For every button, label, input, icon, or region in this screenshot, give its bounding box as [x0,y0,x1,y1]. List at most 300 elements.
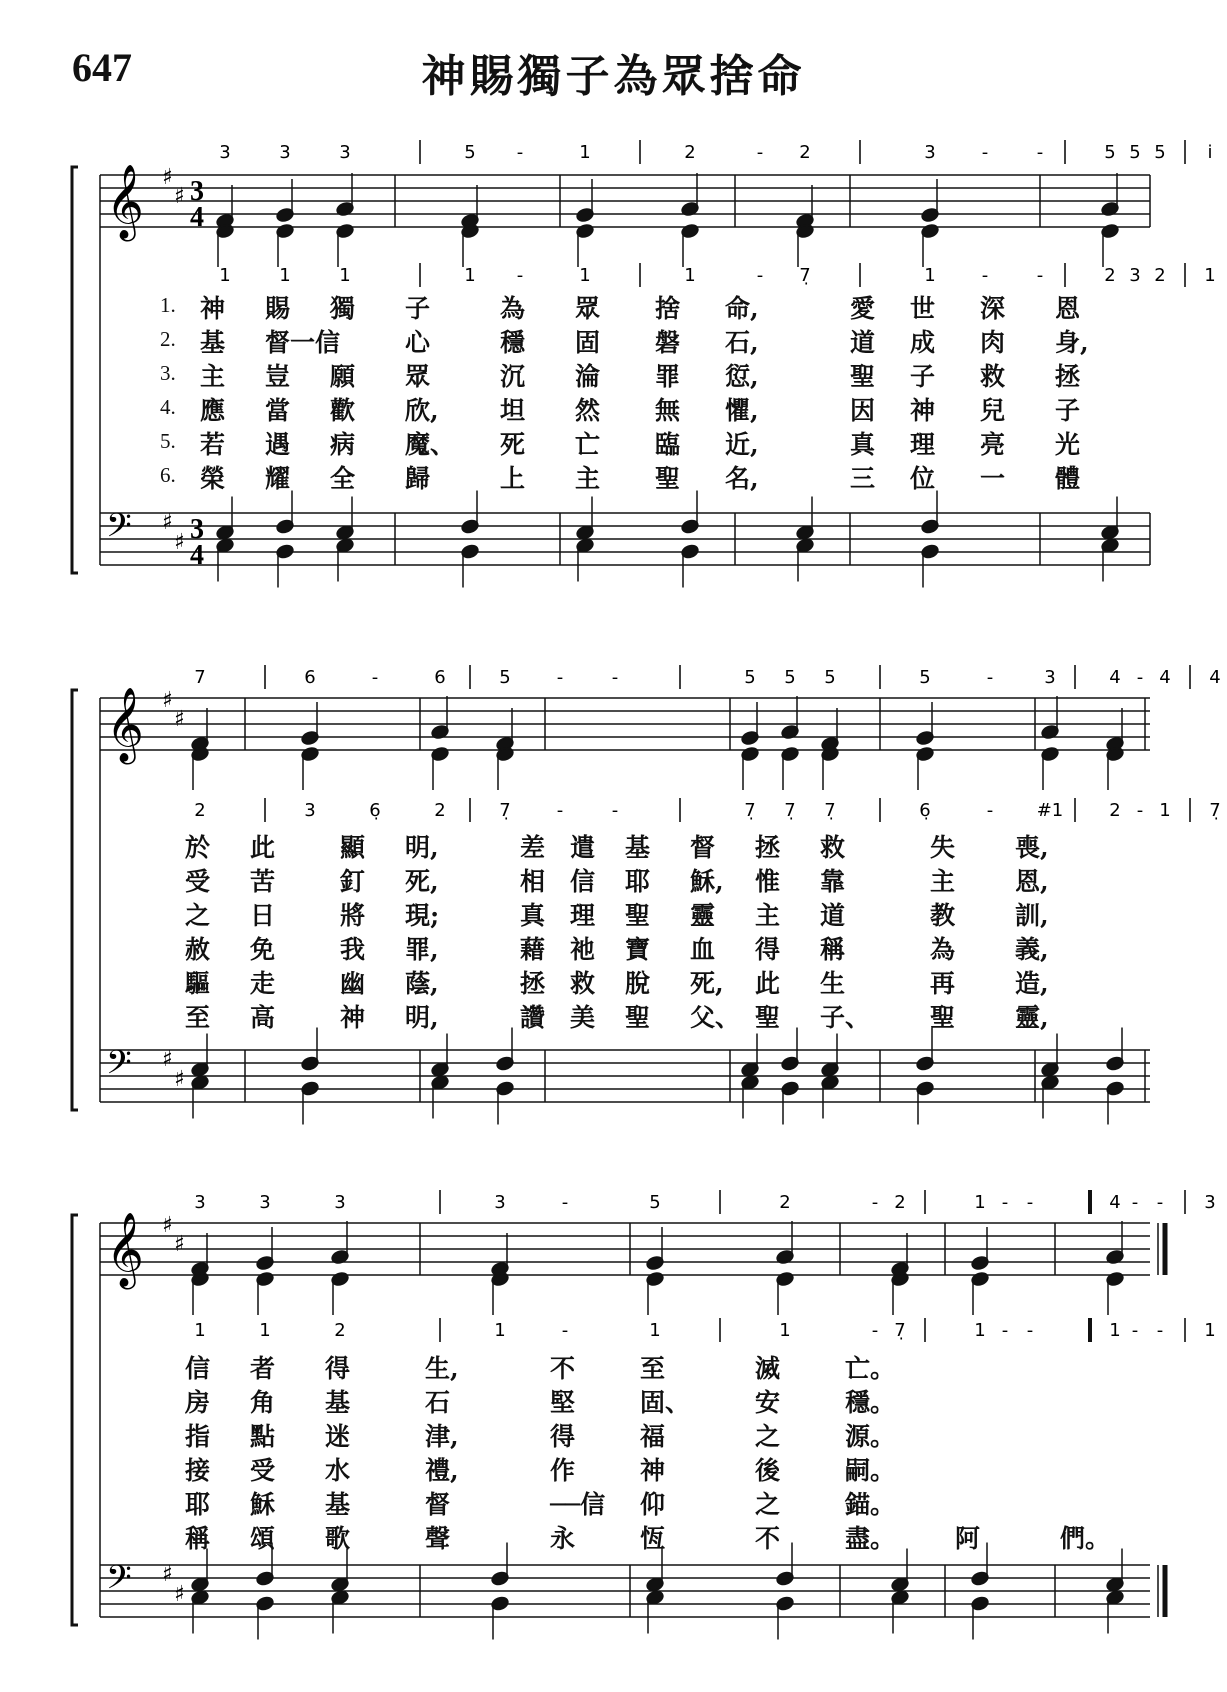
jianpu-note: 1 [259,1320,271,1341]
hymn-title: 神賜獨子為眾捨命 [421,51,806,102]
jianpu-note: 1 [339,265,351,286]
lyric-syllable: 無 [655,396,681,425]
lyric-syllable: 受 [185,867,211,896]
lyric-syllable: 現; [405,901,440,930]
lyric-syllable: 後 [755,1456,781,1485]
lyric-syllable: 督 [690,833,716,862]
jianpu-note: - [1136,800,1144,821]
jianpu-note: - [556,667,564,688]
bass-clef-icon: 𝄢 [106,1559,132,1605]
jianpu-note: 3 [334,1192,346,1213]
lyric-syllable: 神 [340,1003,366,1032]
jianpu-note: 2 [779,1192,791,1213]
jianpu-note: 1 [684,265,696,286]
lyric-syllable: 三 [850,464,876,493]
lyric-syllable: 耶 [625,867,651,896]
lyric-syllable: 神 [910,396,936,425]
jianpu-note: 2 [684,142,696,163]
jianpu-barline [264,665,266,689]
lyric-syllable: 命, [725,294,759,323]
lyric-syllable: 高 [250,1003,276,1032]
jianpu-note: - [1156,1192,1164,1213]
sharp-icon: ♯ [174,184,185,209]
jianpu-note: 2 [799,142,811,163]
jianpu-note: 1 [1159,800,1171,821]
lyric-syllable: 穩 [500,328,526,357]
lyric-syllable: 罪, [405,935,439,964]
lyric-syllable: 嗣。 [845,1456,896,1485]
jianpu-note: 1 [464,265,476,286]
lyric-syllable: 恩, [1015,867,1049,896]
lyric-syllable: 安 [755,1388,781,1417]
lyric-syllable: 督一信 [265,328,341,357]
lyric-syllable: 幽 [340,969,366,998]
lyric-syllable: 聖 [655,464,681,493]
lyric-syllable: 坦 [500,396,526,425]
lyric-syllable: 堅 [550,1388,576,1417]
jianpu-note: i [1207,142,1213,163]
jianpu-note: 7̣ [799,265,811,286]
lyric-syllable: 獨 [330,294,356,323]
lyric-syllable: 歡 [330,396,356,425]
jianpu-note: 3 [924,142,936,163]
jianpu-barline [924,1318,926,1342]
lyric-syllable: 亡 [575,430,601,459]
jianpu-note: #1 [1036,800,1064,821]
jianpu-note: 1 [649,1320,661,1341]
lyric-syllable: 為 [500,294,526,323]
jianpu-note: - [516,265,524,286]
jianpu-note: 3 [339,142,351,163]
time-signature-top: 3 [190,176,204,207]
jianpu-barline [1184,1190,1186,1214]
lyric-syllable: 理 [570,901,596,930]
lyric-syllable: 神 [200,294,226,323]
lyric-syllable: 脫 [625,969,651,998]
lyric-syllable: 基 [625,833,651,862]
lyric-syllable: 水 [325,1456,351,1485]
lyric-syllable: 真 [520,901,546,930]
lyric-syllable: 遣 [570,833,596,862]
jianpu-note: 1 [1204,265,1216,286]
jianpu-note: - [1001,1320,1009,1341]
lyric-syllable: 聖 [755,1003,781,1032]
bass-clef-icon: 𝄢 [106,1044,132,1090]
jianpu-barline [419,263,421,287]
jianpu-note: 5 [744,667,756,688]
lyric-syllable: 豈 [265,362,291,391]
jianpu-note: - [611,667,619,688]
jianpu-note: 1 [579,265,591,286]
lyric-syllable: 明, [405,1003,439,1032]
lyric-syllable: 救 [570,969,596,998]
lyric-syllable: 作 [550,1456,576,1485]
lyric-syllable: 之 [185,901,211,930]
lyric-syllable: 道 [850,328,876,357]
jianpu-note: 4 [1159,667,1171,688]
lyric-syllable: 聖 [625,1003,651,1032]
lyric-syllable: 固、 [640,1388,691,1417]
jianpu-note: - [981,142,989,163]
jianpu-note: 2 [334,1320,346,1341]
lyric-syllable: 罪 [655,362,681,391]
lyric-syllable: 喪, [1015,833,1049,862]
lyric-syllable: 指 [185,1422,211,1451]
jianpu-note: - [516,142,524,163]
jianpu-barline [439,1190,441,1214]
lyric-syllable: 苦 [250,867,276,896]
lyric-syllable: 房 [185,1388,211,1417]
lyric-syllable: 不 [550,1354,576,1383]
jianpu-note: - [1131,1192,1139,1213]
lyric-syllable: 稱 [185,1524,211,1553]
jianpu-barline [679,665,681,689]
lyric-syllable: 若 [200,430,226,459]
lyric-syllable: 錨。 [845,1490,896,1519]
lyric-syllable: 之 [755,1422,781,1451]
lyric-syllable: 靈 [690,901,716,930]
jianpu-note: 5 [1154,142,1166,163]
lyric-syllable: 當 [265,396,291,425]
lyric-syllable: 督 [425,1490,451,1519]
jianpu-note: 5 [649,1192,661,1213]
jianpu-note: - [1136,667,1144,688]
jianpu-note: 6̣ [369,800,381,821]
jianpu-note: 7̣ [744,800,756,821]
lyric-syllable: 子 [405,294,431,323]
jianpu-barline [879,665,881,689]
jianpu-barline [1064,263,1066,287]
jianpu-barline [1189,665,1191,689]
lyric-syllable: 子 [1055,396,1081,425]
lyric-syllable: 相 [520,867,546,896]
lyric-syllable: 真 [850,430,876,459]
jianpu-note: - [986,800,994,821]
jianpu-note: - [1026,1320,1034,1341]
jianpu-note: - [1156,1320,1164,1341]
lyric-syllable: 赦 [185,935,211,964]
system-bracket [72,1215,78,1625]
lyric-syllable: 主 [930,867,956,896]
lyric-syllable: 得 [755,935,781,964]
jianpu-note: 1 [779,1320,791,1341]
lyric-syllable: 義, [1015,935,1049,964]
lyric-syllable: 願 [330,362,356,391]
lyric-syllable: 懼, [725,396,759,425]
jianpu-note: 5 [464,142,476,163]
jianpu-note: 2 [194,800,206,821]
lyric-syllable: 理 [910,430,936,459]
jianpu-barline [639,263,641,287]
sharp-icon: ♯ [174,1582,185,1607]
lyric-syllable: 光 [1055,430,1081,459]
lyric-syllable: 藉 [520,935,546,964]
jianpu-note: 5 [499,667,511,688]
lyric-syllable: 子 [910,362,936,391]
jianpu-note: 6̣ [919,800,931,821]
jianpu-note: 1 [579,142,591,163]
lyric-syllable: 造, [1015,969,1049,998]
lyric-syllable: 將 [340,901,366,930]
lyric-syllable: 至 [640,1354,666,1383]
jianpu-barline [469,665,471,689]
jianpu-note: - [371,667,379,688]
lyric-syllable: 魔、 [405,430,456,459]
jianpu-note: - [986,667,994,688]
lyric-syllable: 心 [405,328,431,357]
lyric-syllable: 基 [325,1490,351,1519]
lyric-syllable: 亡。 [845,1354,896,1383]
lyric-syllable: 拯 [755,833,781,862]
hymn-number: 647 [72,45,132,90]
jianpu-note: - [871,1192,879,1213]
lyric-syllable: 耀 [265,464,291,493]
jianpu-barline [924,1190,926,1214]
lyric-syllable: 得 [325,1354,351,1383]
lyric-syllable: 蔭, [405,969,439,998]
sharp-icon: ♯ [174,707,185,732]
jianpu-barline [1074,665,1076,689]
jianpu-barline [859,140,861,164]
lyric-syllable: 兒 [980,396,1006,425]
lyric-syllable: 捨 [655,294,681,323]
sharp-icon: ♯ [174,530,185,555]
jianpu-note: - [1131,1320,1139,1341]
lyric-syllable: 聖 [850,362,876,391]
lyric-syllable: 上 [500,464,526,493]
treble-clef-icon: 𝄞 [106,165,144,239]
jianpu-barline [1184,1318,1186,1342]
jianpu-barline [419,140,421,164]
system-bracket [72,167,78,573]
lyric-syllable: 亮 [980,430,1006,459]
lyric-syllable: 禮, [425,1456,459,1485]
lyric-syllable: 然 [575,396,601,425]
jianpu-note: - [1026,1192,1034,1213]
lyric-syllable: 淪 [575,362,601,391]
lyric-syllable: 阿 [955,1524,981,1553]
lyric-syllable: 沉 [500,362,526,391]
jianpu-note: - [756,142,764,163]
lyric-syllable: 聖 [625,901,651,930]
lyric-syllable: 父、 [690,1003,741,1032]
jianpu-note: 7̣ [894,1320,906,1341]
lyric-syllable: 再 [930,969,956,998]
sharp-icon: ♯ [162,165,173,190]
jianpu-note: 1 [974,1320,986,1341]
lyric-syllable: 死 [500,430,526,459]
lyric-syllable: 迷 [325,1422,351,1451]
jianpu-note: 4 [1109,1192,1121,1213]
lyric-syllable: 信 [185,1354,211,1383]
jianpu-note: 1 [974,1192,986,1213]
jianpu-note: - [1036,142,1044,163]
lyric-syllable: 恆 [640,1524,666,1553]
lyric-syllable: 仰 [640,1490,666,1519]
jianpu-note: 4 [1209,667,1221,688]
system-bracket [72,690,78,1110]
lyric-syllable: 名, [725,464,759,493]
jianpu-note: 3 [1044,667,1056,688]
lyric-syllable: 主 [755,901,781,930]
lyric-syllable: 深 [980,294,1006,323]
jianpu-barline [859,263,861,287]
lyric-syllable: 此 [755,969,781,998]
lyric-syllable: 穌, [690,867,724,896]
jianpu-note: 6 [434,667,446,688]
jianpu-note: - [1036,265,1044,286]
lyric-syllable: 們。 [1060,1524,1111,1553]
jianpu-barline [1189,798,1191,822]
lyric-syllable: 顯 [340,833,366,862]
lyric-syllable: ──信 [550,1490,606,1519]
jianpu-note: 3 [279,142,291,163]
jianpu-note: 7̣ [784,800,796,821]
lyric-syllable: 福 [640,1422,666,1451]
jianpu-note: 2 [894,1192,906,1213]
lyric-syllable: 盡。 [845,1524,896,1553]
lyric-syllable: 應 [200,396,226,425]
lyric-syllable: 遇 [265,430,291,459]
jianpu-barline [469,798,471,822]
lyric-syllable: 道 [820,901,846,930]
lyric-syllable: 主 [200,362,226,391]
jianpu-note: - [1001,1192,1009,1213]
lyric-syllable: 因 [850,396,876,425]
jianpu-note: 3 [219,142,231,163]
jianpu-barline [639,140,641,164]
lyric-syllable: 聲 [425,1524,451,1553]
lyric-syllable: 血 [690,935,716,964]
jianpu-note: 5 [919,667,931,688]
lyric-syllable: 耶 [185,1490,211,1519]
lyric-syllable: 失 [930,833,956,862]
lyric-syllable: 聖 [930,1003,956,1032]
jianpu-note: - [871,1320,879,1341]
lyric-syllable: 歸 [405,464,431,493]
sharp-icon: ♯ [162,1047,173,1072]
jianpu-note: 3 [1204,1192,1216,1213]
time-signature-top: 3 [190,514,204,545]
sharp-icon: ♯ [174,1067,185,1092]
jianpu-barline [1088,1190,1092,1214]
jianpu-note: - [561,1320,569,1341]
jianpu-barline [719,1318,721,1342]
jianpu-note: 2 [434,800,446,821]
lyric-syllable: 明, [405,833,439,862]
lyric-syllable: 永 [550,1524,576,1553]
lyric-syllable: 基 [325,1388,351,1417]
verse-number: 2. [160,327,176,351]
lyric-syllable: 榮 [200,464,226,493]
jianpu-note: 1 [219,265,231,286]
lyric-syllable: 眾 [405,362,431,391]
lyric-syllable: 訓, [1015,901,1049,930]
lyric-syllable: 石 [425,1388,451,1417]
lyric-syllable: 位 [910,464,936,493]
lyric-syllable: 生, [425,1354,459,1383]
lyric-syllable: 成 [910,328,936,357]
treble-clef-icon: 𝄞 [106,688,144,762]
lyric-syllable: 驅 [185,969,211,998]
lyric-syllable: 此 [250,833,276,862]
lyric-syllable: 源。 [845,1422,896,1451]
jianpu-note: - [981,265,989,286]
lyric-syllable: 免 [250,935,276,964]
lyric-syllable: 津, [425,1422,459,1451]
lyric-syllable: 美 [570,1003,596,1032]
lyric-syllable: 眾 [575,294,601,323]
treble-clef-icon: 𝄞 [106,1213,144,1287]
sharp-icon: ♯ [162,1213,173,1238]
lyric-syllable: 靈, [1015,1003,1049,1032]
lyric-syllable: 日 [250,901,276,930]
lyric-syllable: 滅 [755,1354,781,1383]
sharp-icon: ♯ [162,1562,173,1587]
lyric-syllable: 頌 [250,1524,276,1553]
jianpu-barline [264,798,266,822]
jianpu-note: 4 [1109,667,1121,688]
lyric-syllable: 愆, [725,362,759,391]
lyric-syllable: 世 [910,294,936,323]
jianpu-note: 3 [304,800,316,821]
sharp-icon: ♯ [162,510,173,535]
jianpu-note: 1 [924,265,936,286]
lyric-syllable: 愛 [850,294,876,323]
jianpu-barline [1074,798,1076,822]
jianpu-note: 1 [194,1320,206,1341]
jianpu-note: 5 [1104,142,1116,163]
lyric-syllable: 教 [930,901,956,930]
lyric-syllable: 死, [405,867,439,896]
jianpu-note: 1 [1204,1320,1216,1341]
jianpu-note: - [561,1192,569,1213]
jianpu-barline [439,1318,441,1342]
jianpu-note: 5 [784,667,796,688]
lyric-syllable: 稱 [820,935,846,964]
lyric-syllable: 靠 [820,867,846,896]
lyric-syllable: 點 [250,1422,276,1451]
lyric-syllable: 信 [570,867,596,896]
lyric-syllable: 恩 [1055,294,1081,323]
lyric-syllable: 穌 [250,1490,276,1519]
lyric-syllable: 至 [185,1003,211,1032]
lyric-syllable: 惟 [755,867,781,896]
lyric-syllable: 受 [250,1456,276,1485]
jianpu-note: 7̣ [1209,800,1221,821]
jianpu-note: - [556,800,564,821]
jianpu-barline [879,798,881,822]
lyric-syllable: 讚 [520,1003,546,1032]
lyric-syllable: 全 [330,464,356,493]
lyric-syllable: 賜 [265,294,291,323]
jianpu-note: 1 [1109,1320,1121,1341]
lyric-syllable: 子、 [820,1003,871,1032]
lyric-syllable: 基 [200,328,226,357]
verse-number: 1. [160,293,176,317]
lyric-syllable: 拯 [1055,362,1081,391]
lyric-syllable: 一 [980,464,1006,493]
lyric-syllable: 肉 [980,328,1006,357]
lyric-syllable: 救 [820,833,846,862]
lyric-syllable: 磐 [655,328,681,357]
jianpu-note: 7̣ [499,800,511,821]
verse-number: 4. [160,395,176,419]
jianpu-note: 6 [304,667,316,688]
jianpu-barline [1088,1318,1092,1342]
verse-number: 5. [160,429,176,453]
lyric-syllable: 身, [1055,328,1089,357]
